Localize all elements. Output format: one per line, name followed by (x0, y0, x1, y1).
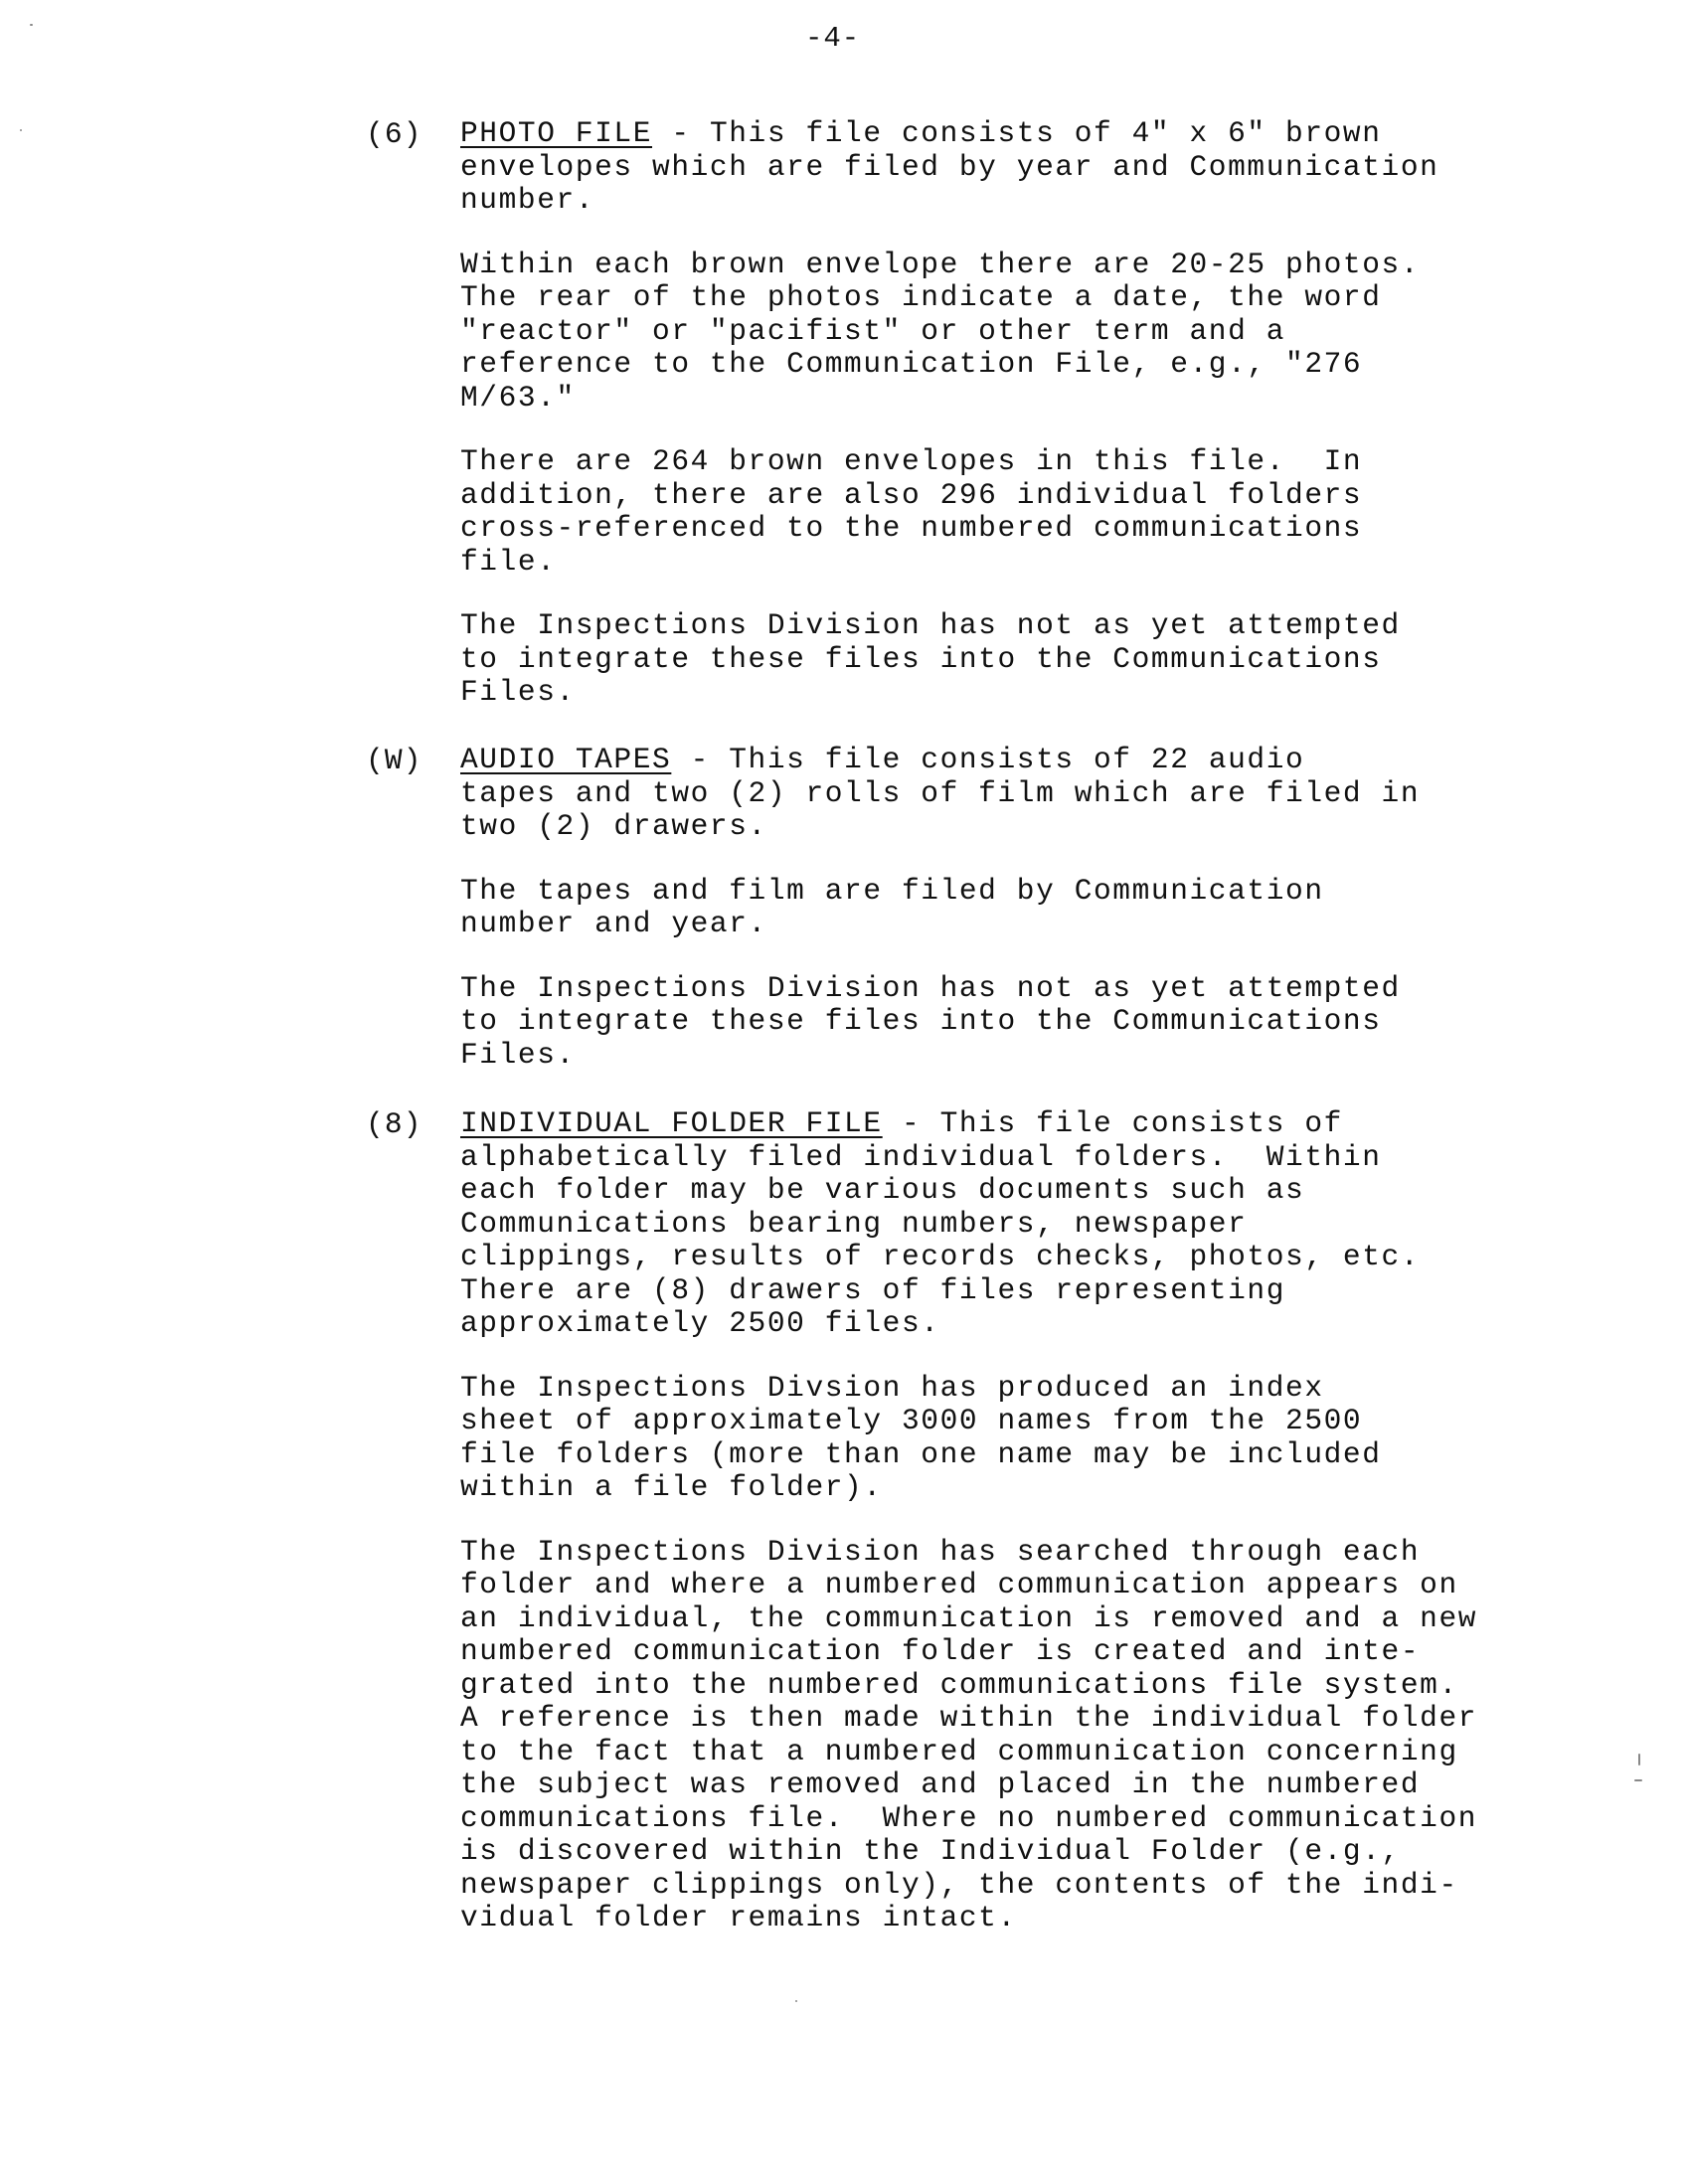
intro-continuation: alphabetically filed individual folders. Within each folder may be various documents such as Communications bearing numbers, newspaper clippings, results of records checks, photos, etc. There are (8) drawers of files representing approximately 2500 files. (460, 1139, 1421, 1340)
scan-speck (795, 2000, 797, 2002)
body-paragraph: There are 264 brown envelopes in this file. In addition, there are also 296 individual folders cross-referenced to the numbered communications file. (460, 444, 1363, 579)
intro-first-line: - This file consists of 4" x 6" brown (652, 116, 1382, 150)
section-heading: PHOTO FILE (460, 116, 653, 150)
body-paragraph: Within each brown envelope there are 20-25 photos. The rear of the photos indicate a date, the word "reactor" or "pacifist" or other term and a reference to the Communication File, e.g., "276 M/63." (460, 247, 1421, 415)
section-heading: INDIVIDUAL FOLDER FILE (460, 1106, 883, 1140)
body-paragraph: The Inspections Division has not as yet attempted to integrate these files into the Communications Files. (460, 970, 1401, 1072)
page-number: -4- (805, 22, 861, 55)
intro-continuation: envelopes which are filed by year and Communication number. (460, 149, 1439, 217)
body-paragraph: The Inspections Division has searched through each folder and where a numbered communication appears on an individual, the communication is removed and a new numbered communication folder is created and inte- grated into the numbered communications file system. A reference is then made within the individual folder to the fact that a numbered communication concerning the subject was removed and placed in the numbered communications file. Where no numbered communication is discovered within the Individual Folder (e.g., newspaper clippings only), the contents of the indi- vidual folder remains intact. (460, 1534, 1478, 1934)
body-paragraph: The Inspections Divsion has produced an index sheet of approximately 3000 names from the 2500 file folders (more than one name may be included within a file folder). (460, 1370, 1382, 1504)
entry-intro-paragraph (460, 117, 1534, 218)
scan-speck (1638, 1754, 1640, 1765)
intro-continuation: tapes and two (2) rolls of film which are filed in two (2) drawers. (460, 775, 1421, 843)
entry-number: (8) (366, 1107, 422, 1141)
scan-speck (1634, 1779, 1642, 1781)
entry-body (460, 117, 1534, 741)
section-heading: AUDIO TAPES (460, 743, 672, 776)
entry-body (460, 744, 1534, 1102)
intro-first-line: - This file consists of 22 audio (671, 743, 1305, 776)
entry-body (460, 1107, 1534, 1966)
scan-speck (30, 24, 33, 26)
body-paragraph: The tapes and film are filed by Communication number and year. (460, 873, 1324, 940)
entry-intro-paragraph (460, 744, 1534, 844)
intro-first-line: - This file consists of (882, 1106, 1343, 1140)
body-paragraph: The Inspections Division has not as yet attempted to integrate these files into the Communications Files. (460, 608, 1401, 709)
entry-number: (W) (366, 744, 422, 777)
scan-speck (20, 129, 22, 131)
entry-number: (6) (366, 117, 422, 151)
entry-intro-paragraph (460, 1107, 1534, 1341)
